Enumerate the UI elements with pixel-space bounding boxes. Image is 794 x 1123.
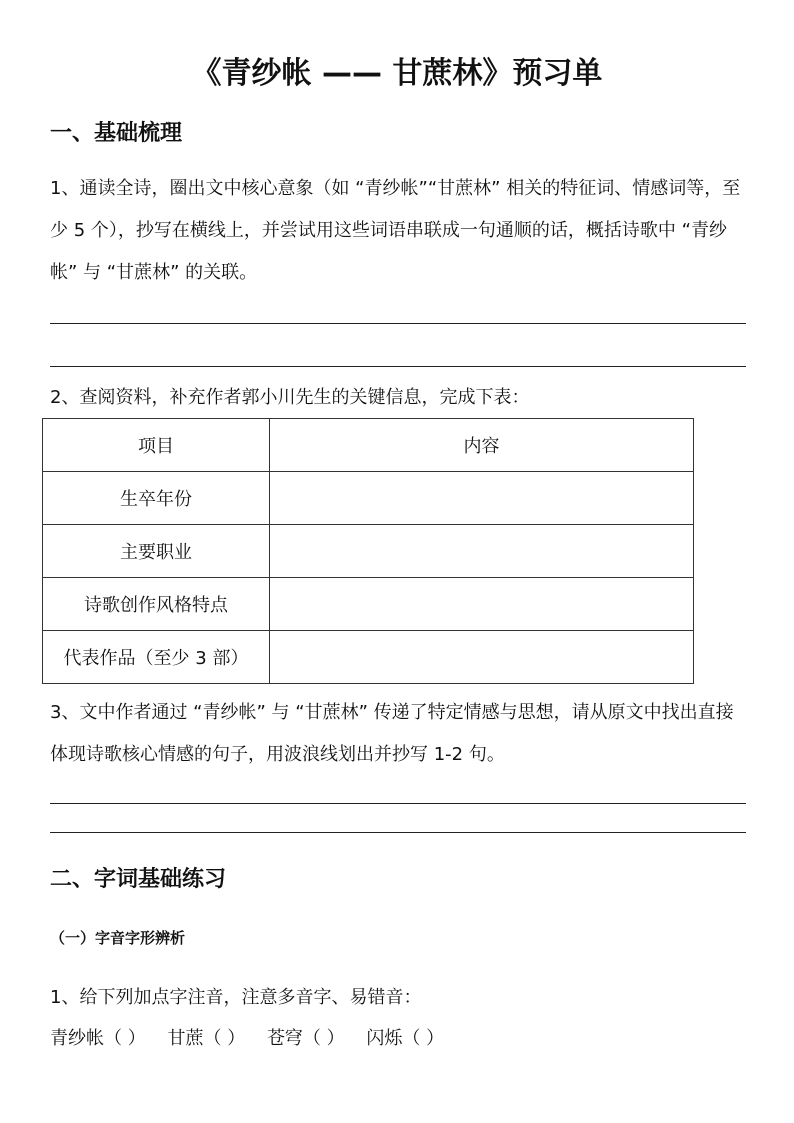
- answer-line[interactable]: [50, 832, 746, 833]
- table-answer-cell[interactable]: [270, 578, 694, 631]
- section-heading-basics: 一、基础梳理: [50, 121, 183, 146]
- table-row-label: 代表作品（至少 3 部）: [43, 631, 270, 684]
- table-header-cell: 项目: [43, 419, 270, 472]
- table-answer-cell[interactable]: [270, 472, 694, 525]
- table-row: [43, 578, 694, 631]
- question-2-text: 2、查阅资料，补充作者郭小川先生的关键信息，完成下表：: [50, 387, 530, 408]
- answer-line[interactable]: [50, 803, 746, 804]
- table-row: [43, 631, 694, 684]
- pinyin-items: [50, 1024, 460, 1050]
- table-row-label: 诗歌创作风格特点: [43, 578, 270, 631]
- table-row: [43, 525, 694, 578]
- answer-line[interactable]: [50, 323, 746, 324]
- table-header-row: [43, 419, 694, 472]
- section-heading-vocabulary: 二、字词基础练习: [50, 867, 227, 892]
- pinyin-item[interactable]: 青纱帐（ ）: [50, 1028, 146, 1049]
- question-1-text: 1、通读全诗，圈出文中核心意象（如 “青纱帐”“甘蔗林” 相关的特征词、情感词等，至少 5 个），抄写在横线上，并尝试用这些词语串联成一句通顺的话，概括诗歌中 “青纱帐” 与 “甘蔗林” 的关联。: [50, 178, 741, 283]
- pinyin-item[interactable]: 甘蔗（ ）: [167, 1028, 246, 1049]
- page-title: 《青纱帐 —— 甘蔗林》预习单: [191, 56, 603, 91]
- subsection-heading: （一）字音字形辨析: [50, 929, 186, 947]
- answer-line[interactable]: [50, 366, 746, 367]
- table-row: [43, 472, 694, 525]
- pinyin-item[interactable]: 闪烁（ ）: [366, 1028, 445, 1049]
- table-row-label: 主要职业: [43, 525, 270, 578]
- pinyin-item[interactable]: 苍穹（ ）: [266, 1028, 345, 1049]
- vocab-question-1-text: 1、给下列加点字注音，注意多音字、易错音：: [50, 987, 422, 1008]
- table-header-cell: 内容: [270, 419, 694, 472]
- table-row-label: 生卒年份: [43, 472, 270, 525]
- question-3-text: 3、文中作者通过 “青纱帐” 与 “甘蔗林” 传递了特定情感与思想，请从原文中找出直接体现诗歌核心情感的句子，用波浪线划出并抄写 1-2 句。: [50, 702, 734, 765]
- table-answer-cell[interactable]: [270, 631, 694, 684]
- table-answer-cell[interactable]: [270, 525, 694, 578]
- author-info-table: [42, 418, 694, 684]
